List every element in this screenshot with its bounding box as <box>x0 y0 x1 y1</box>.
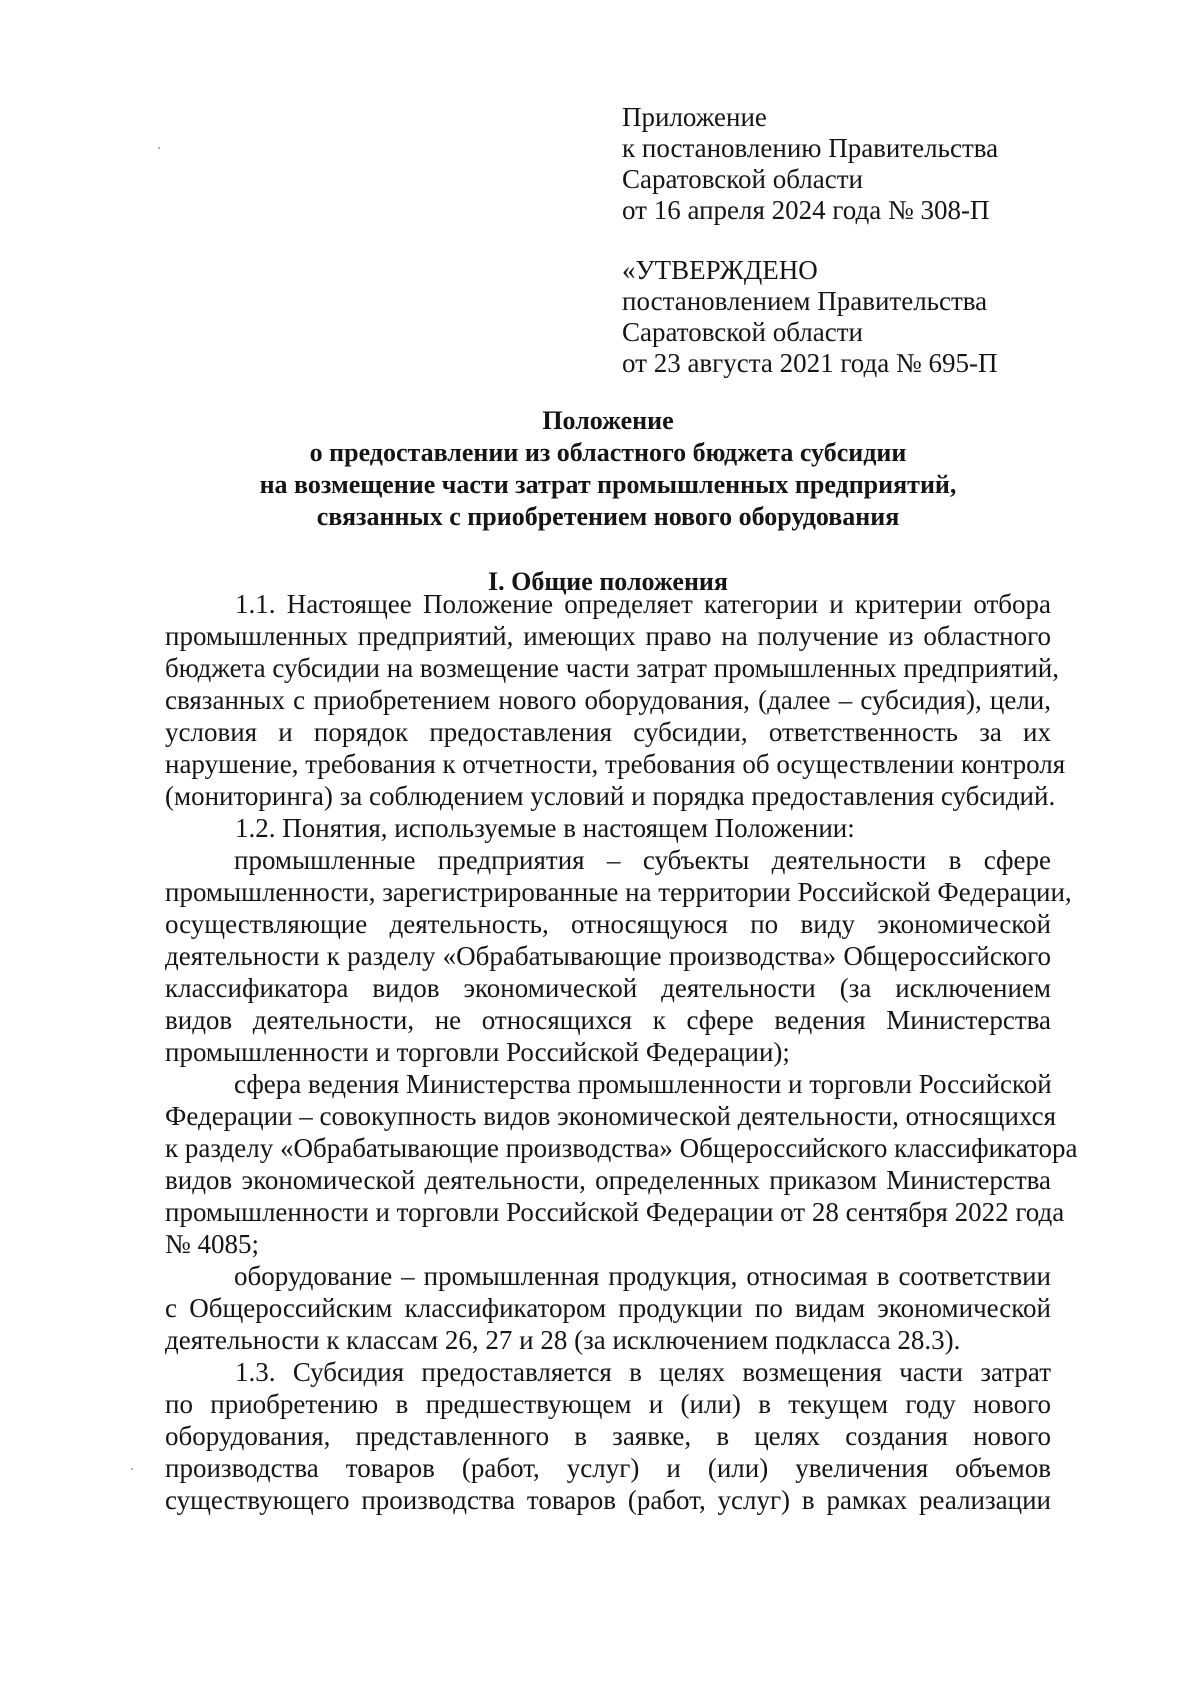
appendix-line: к постановлению Правительства <box>622 133 999 163</box>
title-line: связанных с приобретением нового оборудования <box>316 502 900 531</box>
text-line: по приобретению в предшествующем и (или) в текущем году нового <box>165 1389 1051 1419</box>
text-line: осуществляющие деятельность, относящуюся по виду экономической <box>165 909 1051 939</box>
approved-line: от 23 августа 2021 года № 695-П <box>622 348 998 378</box>
scan-speck <box>131 1468 133 1470</box>
section-heading: I. Общие положения <box>488 567 728 596</box>
scan-speck <box>158 147 160 149</box>
text-line: сфера ведения Министерства промышленности и торговли Российской <box>234 1069 1052 1099</box>
text-line: 1.3. Субсидия предоставляется в целях возмещения части затрат <box>235 1357 1051 1387</box>
appendix-line: от 16 апреля 2024 года № 308-П <box>622 195 990 225</box>
appendix-line: Приложение <box>622 102 767 132</box>
text-line: деятельности к классам 26, 27 и 28 (за исключением подкласса 28.3). <box>165 1325 961 1355</box>
text-line: связанных с приобретением нового оборудования, (далее – субсидия), цели, <box>165 685 1051 715</box>
text-line: Федерации – совокупность видов экономической деятельности, относящихся <box>165 1101 1057 1131</box>
text-line: оборудование – промышленная продукция, относимая в соответствии <box>234 1261 1051 1291</box>
text-line: № 4085; <box>165 1229 260 1259</box>
text-line: промышленности и торговли Российской Федерации); <box>165 1037 790 1067</box>
text-line: 1.2. Понятия, используемые в настоящем Положении: <box>235 813 855 843</box>
text-line: промышленные предприятия – субъекты деятельности в сфере <box>234 845 1051 875</box>
text-line: 1.1. Настоящее Положение определяет категории и критерии отбора <box>235 589 1051 619</box>
text-line: бюджета субсидии на возмещение части затрат промышленных предприятий, <box>165 653 1059 683</box>
approved-line: постановлением Правительства <box>622 286 988 316</box>
appendix-line: Саратовской области <box>622 164 863 194</box>
text-line: существующего производства товаров (работ, услуг) в рамках реализации <box>165 1485 1051 1515</box>
document-title <box>165 405 1051 533</box>
approved-line: «УТВЕРЖДЕНО <box>622 255 818 285</box>
approved-line: Саратовской области <box>622 317 863 347</box>
text-line: видов экономической деятельности, определенных приказом Министерства <box>165 1165 1051 1195</box>
text-line: (мониторинга) за соблюдением условий и порядка предоставления субсидий. <box>165 781 1056 811</box>
title-line: о предоставлении из областного бюджета субсидии <box>309 438 907 467</box>
text-line: к разделу «Обрабатывающие производства» Общероссийского классификатора <box>165 1133 1078 1163</box>
text-line: оборудования, представленного в заявке, в целях создания нового <box>165 1421 1051 1451</box>
text-line: деятельности к разделу «Обрабатывающие производства» Общероссийского <box>165 941 1051 971</box>
title-line: Положение <box>542 406 674 435</box>
text-line: промышленности, зарегистрированные на территории Российской Федерации, <box>165 877 1072 907</box>
text-line: нарушение, требования к отчетности, требования об осуществлении контроля <box>165 749 1066 779</box>
text-line: производства товаров (работ, услуг) и (или) увеличения объемов <box>165 1453 1051 1483</box>
header-block <box>622 102 998 379</box>
text-line: условия и порядок предоставления субсидии, ответственность за их <box>165 717 1051 747</box>
text-line: классификатора видов экономической деятельности (за исключением <box>165 973 1051 1003</box>
text-line: промышленных предприятий, имеющих право на получение из областного <box>165 621 1051 651</box>
text-line: видов деятельности, не относящихся к сфере ведения Министерства <box>165 1005 1051 1035</box>
title-line: на возмещение части затрат промышленных предприятий, <box>259 470 957 499</box>
text-line: промышленности и торговли Российской Федерации от 28 сентября 2022 года <box>165 1197 1065 1227</box>
text-line: с Общероссийским классификатором продукции по видам экономической <box>165 1293 1051 1323</box>
